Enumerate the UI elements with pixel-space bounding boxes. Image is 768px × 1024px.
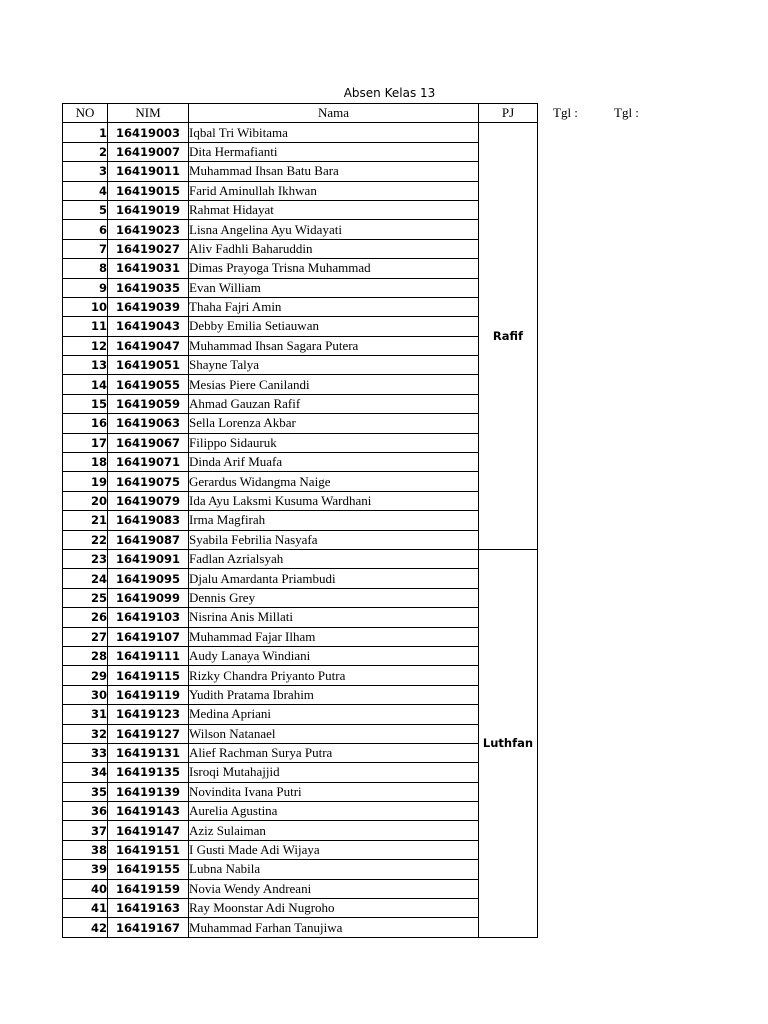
cell-nim: 16419047	[108, 336, 189, 355]
cell-no: 38	[63, 840, 108, 859]
cell-no: 12	[63, 336, 108, 355]
column-header-pj: PJ	[479, 104, 538, 123]
cell-nim: 16419071	[108, 453, 189, 472]
cell-nama: Medina Apriani	[189, 705, 479, 724]
cell-nim: 16419119	[108, 685, 189, 704]
cell-no: 30	[63, 685, 108, 704]
cell-no: 32	[63, 724, 108, 743]
cell-nama: Irma Magfirah	[189, 511, 479, 530]
cell-nim: 16419055	[108, 375, 189, 394]
cell-no: 23	[63, 549, 108, 568]
cell-nama: Novindita Ivana Putri	[189, 782, 479, 801]
cell-nim: 16419147	[108, 821, 189, 840]
cell-nim: 16419059	[108, 394, 189, 413]
cell-nama: Djalu Amardanta Priambudi	[189, 569, 479, 588]
cell-no: 29	[63, 666, 108, 685]
cell-no: 3	[63, 162, 108, 181]
table-row	[63, 278, 538, 297]
date-header-2: Tgl :	[614, 105, 639, 120]
table-row	[63, 297, 538, 316]
table-row	[63, 549, 538, 568]
cell-nim: 16419167	[108, 918, 189, 937]
cell-no: 26	[63, 608, 108, 627]
table-row	[63, 491, 538, 510]
cell-no: 10	[63, 297, 108, 316]
sheet-title: Absen Kelas 13	[343, 86, 436, 100]
table-row	[63, 666, 538, 685]
cell-nama: Rizky Chandra Priyanto Putra	[189, 666, 479, 685]
cell-no: 33	[63, 743, 108, 762]
cell-no: 9	[63, 278, 108, 297]
cell-nama: Lubna Nabila	[189, 860, 479, 879]
table-row	[63, 142, 538, 161]
cell-no: 2	[63, 142, 108, 161]
table-row	[63, 918, 538, 937]
cell-nim: 16419087	[108, 530, 189, 549]
cell-nim: 16419107	[108, 627, 189, 646]
cell-nim: 16419159	[108, 879, 189, 898]
table-row	[63, 782, 538, 801]
cell-nama: Thaha Fajri Amin	[189, 297, 479, 316]
cell-no: 4	[63, 181, 108, 200]
table-row	[63, 220, 538, 239]
cell-nim: 16419079	[108, 491, 189, 510]
table-row	[63, 724, 538, 743]
cell-nama: Aziz Sulaiman	[189, 821, 479, 840]
cell-no: 25	[63, 588, 108, 607]
cell-no: 28	[63, 646, 108, 665]
table-row	[63, 317, 538, 336]
table-row	[63, 646, 538, 665]
cell-no: 42	[63, 918, 108, 937]
cell-nim: 16419103	[108, 608, 189, 627]
cell-nama: Novia Wendy Andreani	[189, 879, 479, 898]
column-header-no: NO	[63, 104, 108, 123]
table-row	[63, 608, 538, 627]
cell-nim: 16419111	[108, 646, 189, 665]
table-row	[63, 394, 538, 413]
cell-no: 8	[63, 259, 108, 278]
cell-no: 41	[63, 899, 108, 918]
table-row	[63, 705, 538, 724]
cell-nama: Yudith Pratama Ibrahim	[189, 685, 479, 704]
cell-nama: Dinda Arif Muafa	[189, 453, 479, 472]
cell-no: 7	[63, 239, 108, 258]
cell-nama: Lisna Angelina Ayu Widayati	[189, 220, 479, 239]
cell-nim: 16419115	[108, 666, 189, 685]
cell-no: 13	[63, 356, 108, 375]
cell-nama: Nisrina Anis Millati	[189, 608, 479, 627]
cell-nim: 16419091	[108, 549, 189, 568]
table-row	[63, 453, 538, 472]
cell-nim: 16419155	[108, 860, 189, 879]
cell-no: 37	[63, 821, 108, 840]
date-header-1: Tgl :	[553, 105, 578, 120]
cell-nama: Iqbal Tri Wibitama	[189, 123, 479, 142]
cell-no: 27	[63, 627, 108, 646]
cell-nim: 16419027	[108, 239, 189, 258]
cell-nama: Syabila Febrilia Nasyafa	[189, 530, 479, 549]
cell-nama: Filippo Sidauruk	[189, 433, 479, 452]
table-row	[63, 840, 538, 859]
cell-nama: Dennis Grey	[189, 588, 479, 607]
column-header-nim: NIM	[108, 104, 189, 123]
table-row	[63, 123, 538, 142]
cell-no: 14	[63, 375, 108, 394]
table-row	[63, 239, 538, 258]
table-row	[63, 743, 538, 762]
cell-nim: 16419127	[108, 724, 189, 743]
cell-no: 1	[63, 123, 108, 142]
cell-no: 34	[63, 763, 108, 782]
cell-nama: Gerardus Widangma Naige	[189, 472, 479, 491]
table-row	[63, 511, 538, 530]
cell-nim: 16419003	[108, 123, 189, 142]
cell-pj: Luthfan	[479, 549, 538, 937]
cell-nama: Evan William	[189, 278, 479, 297]
cell-no: 17	[63, 433, 108, 452]
table-row	[63, 162, 538, 181]
table-row	[63, 802, 538, 821]
cell-nama: Muhammad Fajar Ilham	[189, 627, 479, 646]
cell-no: 39	[63, 860, 108, 879]
table-row	[63, 627, 538, 646]
cell-nim: 16419043	[108, 317, 189, 336]
cell-nim: 16419039	[108, 297, 189, 316]
cell-no: 24	[63, 569, 108, 588]
cell-pj: Rafif	[479, 123, 538, 550]
cell-nim: 16419031	[108, 259, 189, 278]
table-row	[63, 530, 538, 549]
cell-nama: Fadlan Azrialsyah	[189, 549, 479, 568]
table-row	[63, 433, 538, 452]
table-row	[63, 763, 538, 782]
table-row	[63, 200, 538, 219]
cell-nama: Shayne Talya	[189, 356, 479, 375]
cell-nama: Muhammad Ihsan Sagara Putera	[189, 336, 479, 355]
cell-no: 18	[63, 453, 108, 472]
cell-nim: 16419051	[108, 356, 189, 375]
cell-nim: 16419095	[108, 569, 189, 588]
table-row	[63, 588, 538, 607]
cell-nama: Muhammad Farhan Tanujiwa	[189, 918, 479, 937]
table-row	[63, 259, 538, 278]
cell-nama: Ray Moonstar Adi Nugroho	[189, 899, 479, 918]
cell-nim: 16419151	[108, 840, 189, 859]
header-row	[63, 104, 538, 123]
cell-no: 15	[63, 394, 108, 413]
cell-nama: Rahmat Hidayat	[189, 200, 479, 219]
cell-no: 22	[63, 530, 108, 549]
cell-nama: Farid Aminullah Ikhwan	[189, 181, 479, 200]
cell-nama: Dimas Prayoga Trisna Muhammad	[189, 259, 479, 278]
cell-no: 16	[63, 414, 108, 433]
cell-no: 40	[63, 879, 108, 898]
cell-no: 20	[63, 491, 108, 510]
cell-nama: Aliv Fadhli Baharuddin	[189, 239, 479, 258]
cell-no: 6	[63, 220, 108, 239]
cell-nama: Ida Ayu Laksmi Kusuma Wardhani	[189, 491, 479, 510]
cell-nim: 16419163	[108, 899, 189, 918]
cell-nim: 16419075	[108, 472, 189, 491]
cell-no: 21	[63, 511, 108, 530]
cell-no: 5	[63, 200, 108, 219]
cell-nama: Audy Lanaya Windiani	[189, 646, 479, 665]
table-row	[63, 899, 538, 918]
cell-nim: 16419007	[108, 142, 189, 161]
table-row	[63, 685, 538, 704]
cell-nama: I Gusti Made Adi Wijaya	[189, 840, 479, 859]
cell-no: 19	[63, 472, 108, 491]
table-row	[63, 879, 538, 898]
column-header-nama: Nama	[189, 104, 479, 123]
cell-nama: Ahmad Gauzan Rafif	[189, 394, 479, 413]
cell-no: 11	[63, 317, 108, 336]
cell-nim: 16419035	[108, 278, 189, 297]
cell-nim: 16419067	[108, 433, 189, 452]
cell-nim: 16419131	[108, 743, 189, 762]
table-row	[63, 375, 538, 394]
table-row	[63, 472, 538, 491]
cell-nim: 16419083	[108, 511, 189, 530]
cell-no: 35	[63, 782, 108, 801]
cell-no: 36	[63, 802, 108, 821]
cell-no: 31	[63, 705, 108, 724]
cell-nama: Wilson Natanael	[189, 724, 479, 743]
cell-nama: Alief Rachman Surya Putra	[189, 743, 479, 762]
cell-nim: 16419143	[108, 802, 189, 821]
cell-nim: 16419063	[108, 414, 189, 433]
cell-nim: 16419019	[108, 200, 189, 219]
cell-nim: 16419023	[108, 220, 189, 239]
table-row	[63, 414, 538, 433]
cell-nama: Isroqi Mutahajjid	[189, 763, 479, 782]
table-row	[63, 821, 538, 840]
table-row	[63, 860, 538, 879]
table-row	[63, 356, 538, 375]
cell-nama: Muhammad Ihsan Batu Bara	[189, 162, 479, 181]
cell-nim: 16419011	[108, 162, 189, 181]
cell-nama: Debby Emilia Setiauwan	[189, 317, 479, 336]
cell-nim: 16419015	[108, 181, 189, 200]
table-row	[63, 181, 538, 200]
cell-nim: 16419135	[108, 763, 189, 782]
cell-nama: Aurelia Agustina	[189, 802, 479, 821]
cell-nim: 16419123	[108, 705, 189, 724]
table-row	[63, 336, 538, 355]
cell-nama: Sella Lorenza Akbar	[189, 414, 479, 433]
cell-nama: Dita Hermafianti	[189, 142, 479, 161]
table-row	[63, 569, 538, 588]
attendance-table	[62, 103, 538, 938]
cell-nim: 16419099	[108, 588, 189, 607]
cell-nama: Mesias Piere Canilandi	[189, 375, 479, 394]
cell-nim: 16419139	[108, 782, 189, 801]
